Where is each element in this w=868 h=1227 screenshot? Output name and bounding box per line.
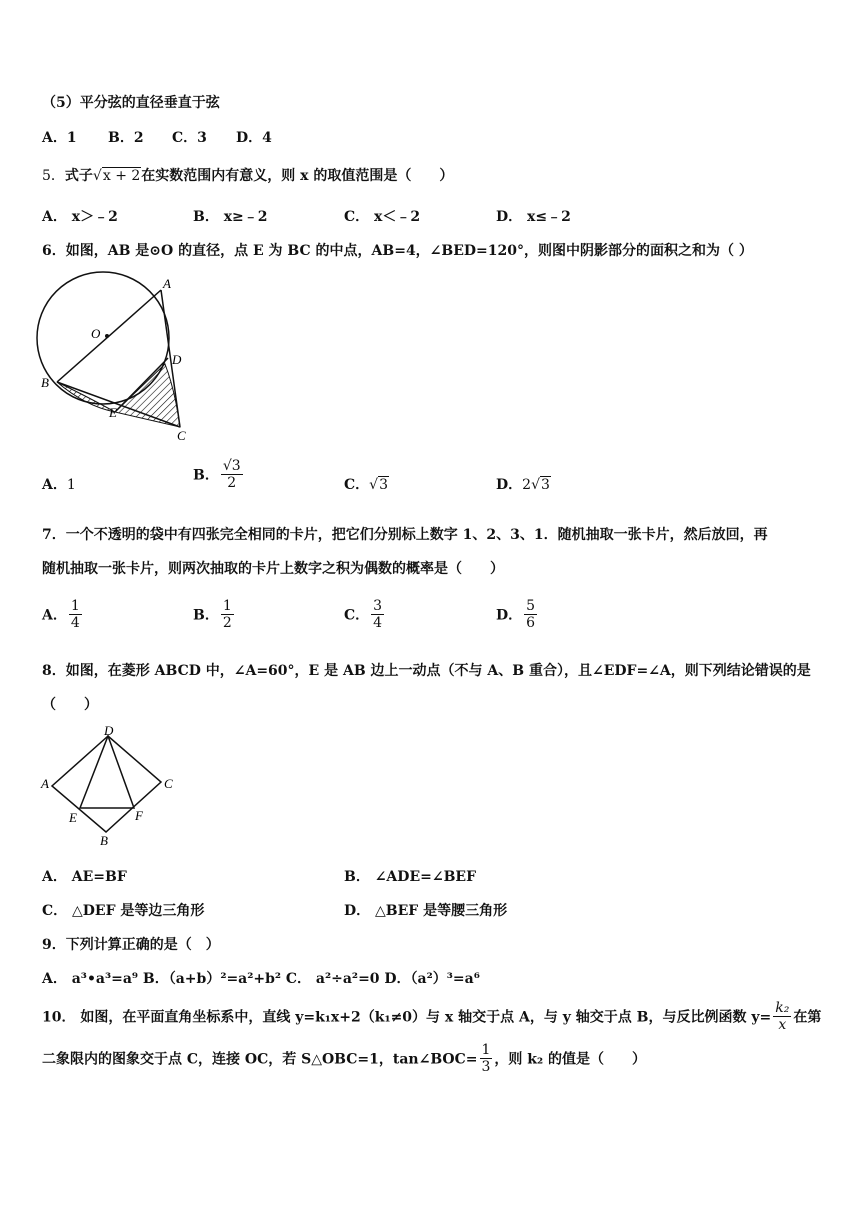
question-10-line-1: 10． 如图，在平面直角坐标系中，直线 y=k₁x+2（k₁≠0）与 x 轴交于点 A，与 y 轴交于点 B，与反比例函数 y= $\frac{\text{k₂}}{x}$ 在第 bbox=[42, 1000, 822, 1033]
label-b: B bbox=[100, 833, 108, 848]
shaded-region-right bbox=[115, 364, 180, 427]
option-d: D． x≤﹣2 bbox=[496, 209, 571, 225]
question-text: 式子 bbox=[64, 168, 93, 184]
option-b: B． $\frac{1}{2}$ bbox=[193, 598, 232, 631]
question-8-line-1: 8．如图，在菱形 ABCD 中，∠A=60°，E 是 AB 边上一动点（不与 A、B 重合），且∠EDF=∠A，则下列结论错误的是 bbox=[42, 663, 811, 679]
radicand: x + 2 bbox=[102, 168, 141, 184]
fraction: $\frac{1}{3}$ bbox=[481, 1042, 491, 1075]
circle-figure bbox=[35, 270, 195, 445]
statement-5: （5）平分弦的直径垂直于弦 bbox=[42, 95, 220, 111]
option-c: C．√3 bbox=[344, 477, 388, 493]
question-6: 6．如图，AB 是⊙O 的直径，点 E 为 BC 的中点，AB=4，∠BED=120°，则图中阴影部分的面积之和为（ ） bbox=[42, 243, 753, 259]
option-c: C．3 bbox=[172, 130, 207, 146]
center-point bbox=[105, 334, 109, 338]
question-7-line-2: 随机抽取一张卡片，则两次抽取的卡片上数字之积为偶数的概率是（ ） bbox=[42, 561, 504, 577]
question-text: 在实数范围内有意义，则 x 的取值范围是（ ） bbox=[141, 168, 454, 184]
question-9-options: A． a³•a³=a⁹ B．（a+b）²=a²+b² C． a²÷a²=0 D．（a²）³=a⁶ bbox=[42, 971, 480, 987]
option-a: A．1 bbox=[42, 477, 76, 493]
option-b: B．2 bbox=[108, 130, 144, 146]
question-5 bbox=[42, 165, 453, 185]
option-b: B． x≥﹣2 bbox=[193, 209, 268, 225]
option-a: A．1 bbox=[42, 130, 77, 146]
option-c: C． $\frac{3}{4}$ bbox=[344, 598, 383, 631]
triangle-def bbox=[80, 736, 134, 808]
label-d: D bbox=[104, 723, 114, 738]
fraction: $\frac{√3}{2}$ bbox=[222, 458, 241, 491]
label-e: E bbox=[69, 810, 77, 825]
sqrt-expression: √x + 2 bbox=[92, 168, 141, 184]
question-7-line-1: 7．一个不透明的袋中有四张完全相同的卡片，把它们分别标上数字 1、2、3、1．随机抽取一张卡片，然后放回，再 bbox=[42, 527, 768, 543]
option-a: A． AE=BF bbox=[42, 869, 127, 885]
option-d: D．4 bbox=[236, 130, 272, 146]
label-c: C bbox=[177, 428, 186, 443]
fraction: $\frac{\text{k₂}}{x}$ bbox=[775, 1000, 790, 1033]
label-f: F bbox=[135, 808, 143, 823]
option-d: D． $\frac{5}{6}$ bbox=[496, 598, 536, 631]
option-a: A． x＞﹣2 bbox=[42, 209, 118, 225]
label-c: C bbox=[164, 776, 173, 791]
shaded-region-left bbox=[57, 382, 115, 412]
option-b: B． $\frac{√3}{2}$ bbox=[193, 458, 241, 491]
option-d: D． △BEF 是等腰三角形 bbox=[344, 903, 508, 919]
label-d: D bbox=[172, 352, 182, 367]
option-d: D．2√3 bbox=[496, 477, 550, 493]
label-a: A bbox=[163, 276, 171, 291]
question-9: 9．下列计算正确的是（ ） bbox=[42, 937, 220, 953]
question-8-line-2: （ ） bbox=[42, 697, 98, 713]
question-number: 5． bbox=[42, 168, 65, 184]
option-a: A． $\frac{1}{4}$ bbox=[42, 598, 80, 631]
option-c: C． △DEF 是等边三角形 bbox=[42, 903, 205, 919]
label-b: B bbox=[41, 375, 49, 390]
option-b: B． ∠ADE=∠BEF bbox=[344, 869, 477, 885]
rhombus-figure bbox=[38, 722, 183, 850]
label-o: O bbox=[91, 326, 101, 341]
label-a: A bbox=[41, 776, 49, 791]
label-e: E bbox=[109, 405, 117, 420]
option-c: C． x＜﹣2 bbox=[344, 209, 421, 225]
question-10-line-2: 二象限内的图象交于点 C，连接 OC，若 S△OBC=1，tan∠BOC= $\frac{1}{3}$ ，则 k₂ 的值是（ ） bbox=[42, 1042, 647, 1075]
